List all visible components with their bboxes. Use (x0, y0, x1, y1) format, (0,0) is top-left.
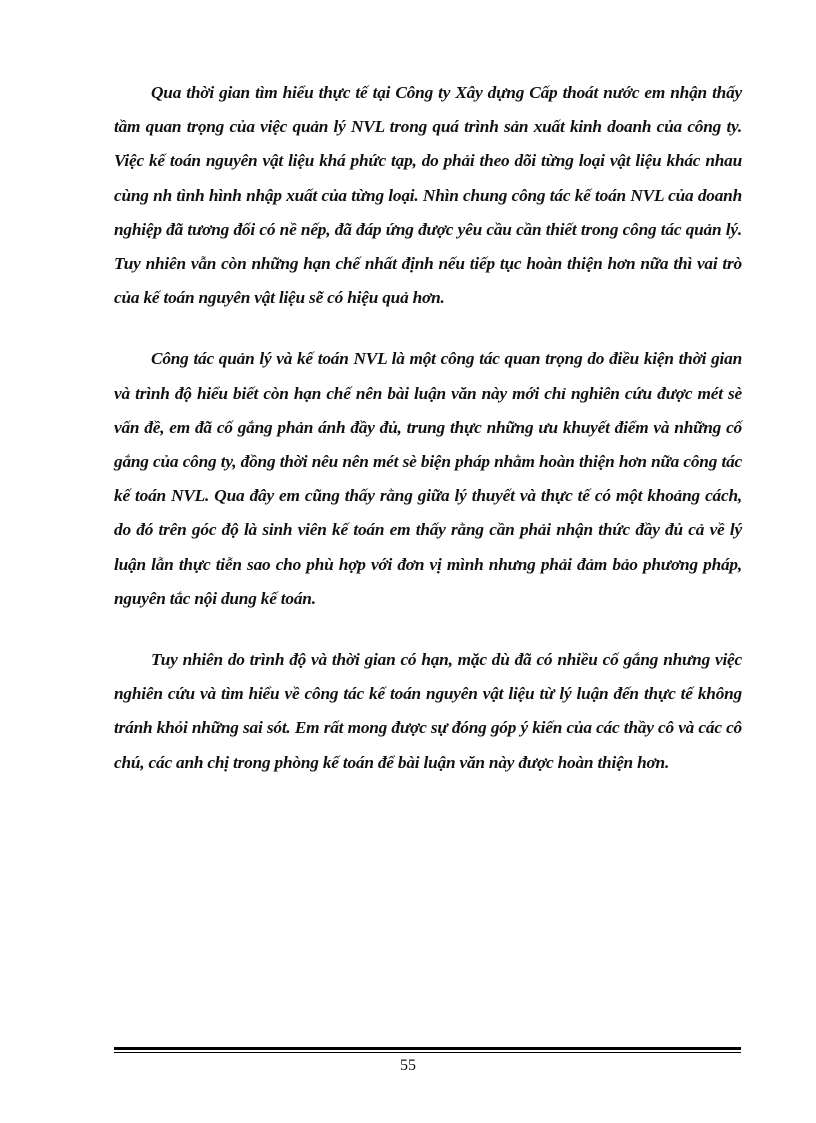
document-body (114, 76, 742, 780)
paragraph-1: Qua thời gian tìm hiểu thực tế tại Công ty Xây dựng Cấp thoát nước em nhận thấy tầm quan trọng của việc quản lý NVL trong quá trình sản xuất kinh doanh của công ty. Việc kế toán nguyên vật liệu khá phức tạp, do phải theo dõi từng loại vật liệu khác nhau cùng nh tình hình nhập xuất của từng loại. Nhìn chung công tác kế toán NVL của doanh nghiệp đã tương đối có nề nếp, đã đáp ứng được yêu cầu cần thiết trong công tác quản lý. Tuy nhiên vẫn còn những hạn chế nhất định nếu tiếp tục hoàn thiện hơn nữa thì vai trò của kế toán nguyên vật liệu sẽ có hiệu quả hơn. (114, 83, 742, 308)
footer-rule-thick (114, 1047, 741, 1050)
footer-rule-thin (114, 1052, 741, 1053)
paragraph-2: Công tác quản lý và kế toán NVL là một công tác quan trọng do điều kiện thời gian và trình độ hiểu biết còn hạn chế nên bài luận văn này mới chỉ nghiên cứu được mét sè vấn đề, em đã cố gắng phản ánh đầy đủ, trung thực những ưu khuyết điểm và những cố gắng của công ty, đồng thời nêu nên mét sè biện pháp nhằm hoàn thiện hơn nữa công tác kế toán NVL. Qua đây em cũng thấy rằng giữa lý thuyết và thực tế có một khoảng cách, do đó trên góc độ là sinh viên kế toán em thấy rằng cần phải nhận thức đầy đủ cả về lý luận lẫn thực tiễn sao cho phù hợp với đơn vị mình nhưng phải đảm bảo phương pháp, nguyên tắc nội dung kế toán. (114, 349, 742, 608)
paragraph-3: Tuy nhiên do trình độ và thời gian có hạn, mặc dù đã có nhiều cố gắng nhưng việc nghiên cứu và tìm hiểu về công tác kế toán nguyên vật liệu từ lý luận đến thực tế không tránh khỏi những sai sót. Em rất mong được sự đóng góp ý kiến của các thầy cô và các cô chú, các anh chị trong phòng kế toán để bài luận văn này được hoàn thiện hơn. (114, 650, 742, 772)
page-number: 55 (400, 1057, 416, 1074)
